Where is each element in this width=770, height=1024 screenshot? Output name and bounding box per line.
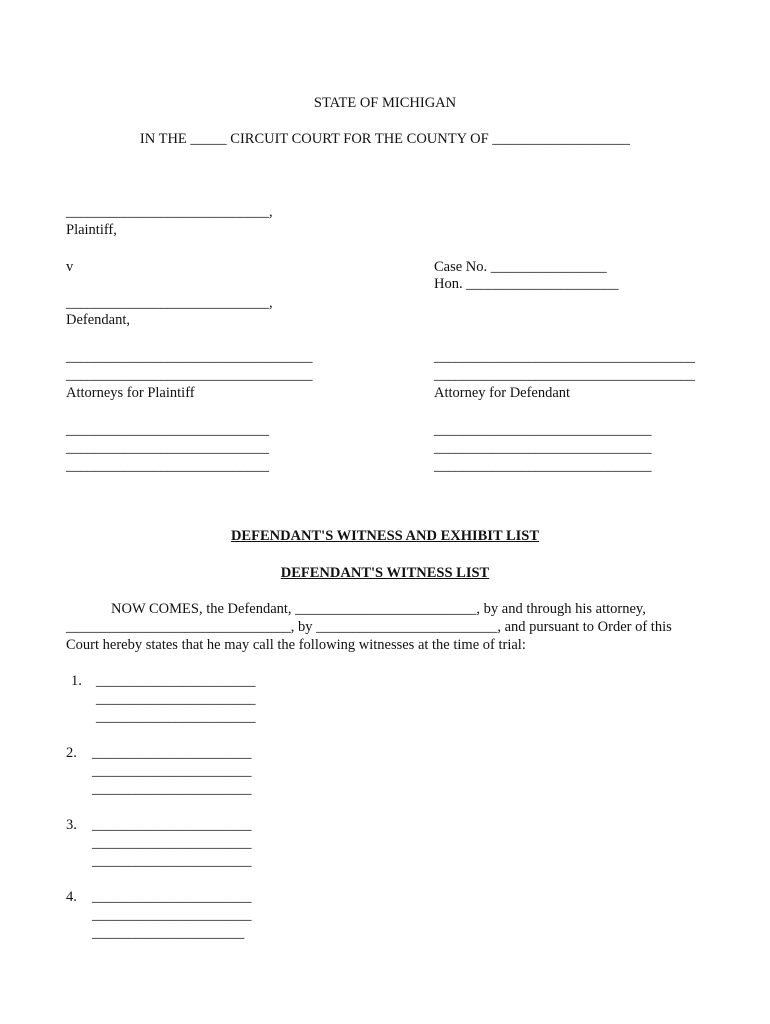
- witness-number: 2.: [66, 745, 77, 761]
- witness-line: ______________________: [92, 889, 252, 905]
- witness-number: 4.: [66, 889, 77, 905]
- plaintiff-attorney-line: __________________________________: [66, 367, 313, 383]
- body-line: Court hereby states that he may call the following witnesses at the time of trial:: [66, 637, 526, 653]
- witness-line: ______________________: [92, 745, 252, 761]
- witness-line: ______________________: [92, 763, 252, 779]
- defendant-label: Defendant,: [66, 312, 131, 328]
- witness-line: ______________________: [92, 853, 252, 869]
- defendant-name-blank: ____________________________,: [66, 295, 273, 311]
- defendant-address-line: ______________________________: [434, 458, 652, 474]
- plaintiff-address-line: ____________________________: [66, 458, 269, 474]
- witness-line: ______________________: [96, 691, 256, 707]
- plaintiff-address-line: ____________________________: [66, 440, 269, 456]
- witness-number: 1.: [71, 673, 82, 689]
- defendant-attorney-line: ____________________________________: [434, 367, 695, 383]
- judge-line: Hon. _____________________: [434, 276, 619, 292]
- plaintiff-attorney-label: Attorneys for Plaintiff: [66, 385, 195, 401]
- witness-line: ______________________: [96, 673, 256, 689]
- body-line: NOW COMES, the Defendant, _________________________, by and through his attorney,: [111, 601, 646, 617]
- defendant-attorney-line: ____________________________________: [434, 349, 695, 365]
- witness-line: ______________________: [92, 817, 252, 833]
- defendant-address-line: ______________________________: [434, 422, 652, 438]
- defendant-address-line: ______________________________: [434, 440, 652, 456]
- plaintiff-name-blank: ____________________________,: [66, 204, 273, 220]
- document-title: DEFENDANT'S WITNESS AND EXHIBIT LIST: [230, 528, 540, 544]
- state-heading: STATE OF MICHIGAN: [313, 95, 457, 111]
- plaintiff-address-line: ____________________________: [66, 422, 269, 438]
- section-title: DEFENDANT'S WITNESS LIST: [280, 565, 490, 581]
- versus-label: v: [66, 259, 74, 275]
- witness-line: _____________________: [92, 925, 245, 941]
- plaintiff-attorney-line: __________________________________: [66, 349, 313, 365]
- body-line: _______________________________, by _________________________, and pursuant to Order of this: [66, 619, 672, 635]
- witness-line: ______________________: [92, 781, 252, 797]
- court-line: IN THE _____ CIRCUIT COURT FOR THE COUNTY OF ___________________: [139, 131, 631, 147]
- witness-line: ______________________: [92, 907, 252, 923]
- defendant-attorney-label: Attorney for Defendant: [434, 385, 571, 401]
- case-number-line: Case No. ________________: [434, 259, 607, 275]
- plaintiff-label: Plaintiff,: [66, 222, 117, 238]
- witness-number: 3.: [66, 817, 77, 833]
- witness-line: ______________________: [96, 709, 256, 725]
- witness-line: ______________________: [92, 835, 252, 851]
